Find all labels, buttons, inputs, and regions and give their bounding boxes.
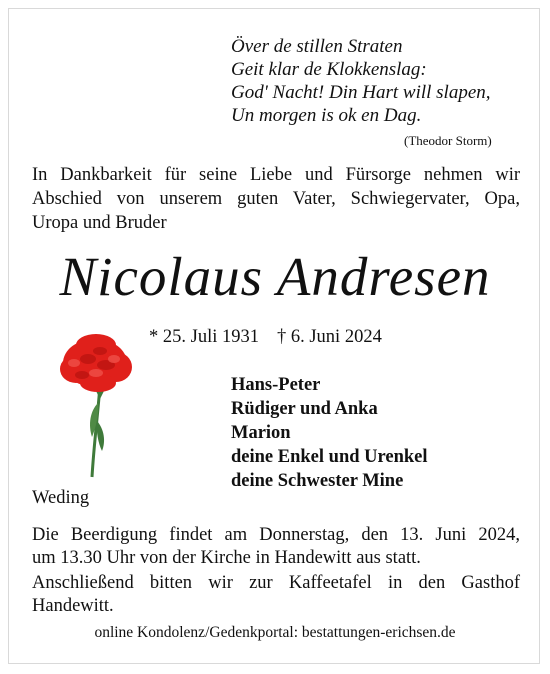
life-dates (149, 327, 400, 348)
birth-date: * 25. Juli 1931 (149, 327, 259, 347)
family-member: deine Schwester Mine (231, 471, 404, 491)
funeral-line: Die Beerdigung findet am Donnerstag, den 13. Juni 2024, (32, 525, 520, 545)
family-member: Hans-Peter (231, 375, 321, 395)
intro-line: In Dankbarkeit für seine Liebe und Fürsorge nehmen wir (32, 165, 520, 185)
intro-line: Abschied von unserem guten Vater, Schwiegervater, Opa, (32, 189, 520, 209)
poem-line: Över de stillen Straten (231, 36, 403, 57)
poem-line: Un morgen is ok en Dag. (231, 105, 422, 126)
funeral-info (32, 524, 520, 618)
intro-text (32, 163, 520, 235)
poem-line: God' Nacht! Din Hart will slapen, (231, 82, 491, 103)
intro-line: Uropa und Bruder (32, 213, 167, 233)
poem-author: (Theodor Storm) (404, 133, 492, 148)
poem-line: Geit klar de Klokkenslag: (231, 59, 427, 80)
death-date: † 6. Juni 2024 (276, 327, 382, 347)
family-member: Marion (231, 423, 291, 443)
place-name: Weding (32, 488, 90, 508)
family-member: deine Enkel und Urenkel (231, 447, 428, 467)
red-carnation-icon (52, 333, 138, 479)
funeral-line: um 13.30 Uhr von der Kirche in Handewitt aus statt. (32, 548, 421, 568)
poem (231, 35, 491, 127)
funeral-line: Anschließend bitten wir zur Kaffeetafel in den Gasthof (32, 573, 520, 593)
funeral-line: Handewitt. (32, 596, 114, 616)
family-list (231, 373, 428, 493)
deceased-name: Nicolaus Andresen (59, 246, 491, 307)
family-member: Rüdiger und Anka (231, 399, 378, 419)
online-condolence: online Kondolenz/Gedenkportal: bestattungen-erichsen.de (94, 624, 456, 641)
